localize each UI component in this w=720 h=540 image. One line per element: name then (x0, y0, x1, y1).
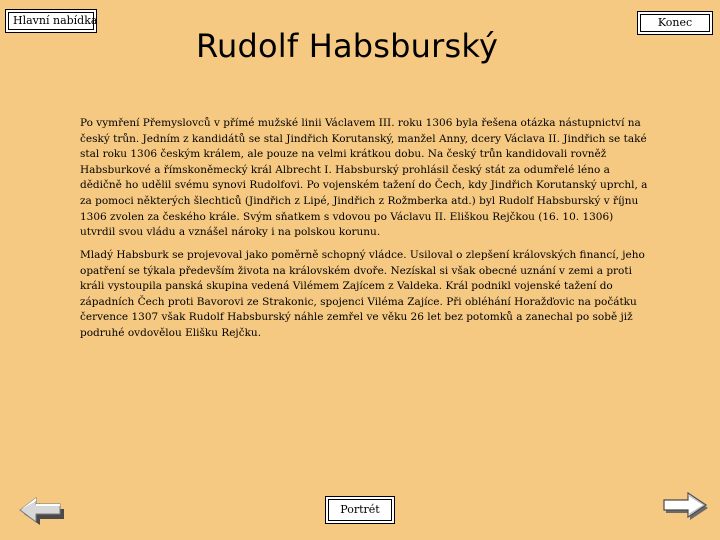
page-title: Rudolf Habsburský (196, 27, 499, 65)
portrait-button[interactable] (328, 499, 392, 521)
main-menu-button-label: Hlavní nabídka (13, 14, 98, 27)
portrait-button-label: Portrét (340, 503, 380, 516)
end-button-label: Konec (657, 16, 693, 29)
next-arrow-button[interactable] (660, 488, 712, 524)
main-menu-button[interactable] (8, 12, 98, 30)
arrow-left-icon (14, 490, 66, 526)
paragraph-1: Po vymření Přemyslovců v přímé mužské linii Václavem III. roku 1306 byla řešena otázka nástupnictví na český trůn. Jedním z kandidátů se stal Jindřich Korutanský, manžel Anny, dcery Václava II. Jindřich se také stal roku 1306 českým králem, ale pouze na velmi krátkou dobu. Na český trůn kandidovali rovněž Habsburkové a římskoněmecký král Albrecht I. Habsburský prohlásil český stát za odumřelé léno a dědičně ho udělil svému synovi Rudolfovi. Po vojenském tažení do Čech, kdy Jindřich Korutanský uprchl, a za pomoci některých šlechticů (Jindřich z Lipé, Jindřich z Rožmberka atd.) byl Rudolf Habsburský v říjnu 1306 zvolen za českého krále. Svým sňatkem s vdovou po Václavu II. Eliškou Rejčkou (16. 10. 1306) utvrdil svou vládu a vznášel nároky i na polskou korunu. (80, 117, 648, 239)
paragraph-2: Mladý Habsburk se projevoval jako poměrně schopný vládce. Usiloval o zlepšení královských financí, jeho opatření se týkala především života na královském dvoře. Nezískal si však obecné uznání v zemi a proti králi vystoupila panská skupina vedená Vilémem Zajícem z Valdeka. Král podnikl vojenské tažení do západních Čech proti Bavorovi ze Strakonic, spojenci Viléma Zajíce. Při obléhání Horažďovic na počátku července 1307 však Rudolf Habsburský náhle zemřel ve věku 26 let bez potomků a zanechal po sobě již podruhé ovdovělou Elišku Rejčku. (80, 249, 645, 339)
end-button[interactable] (640, 14, 710, 32)
arrow-right-icon (660, 488, 712, 524)
back-arrow-button[interactable] (14, 490, 66, 526)
